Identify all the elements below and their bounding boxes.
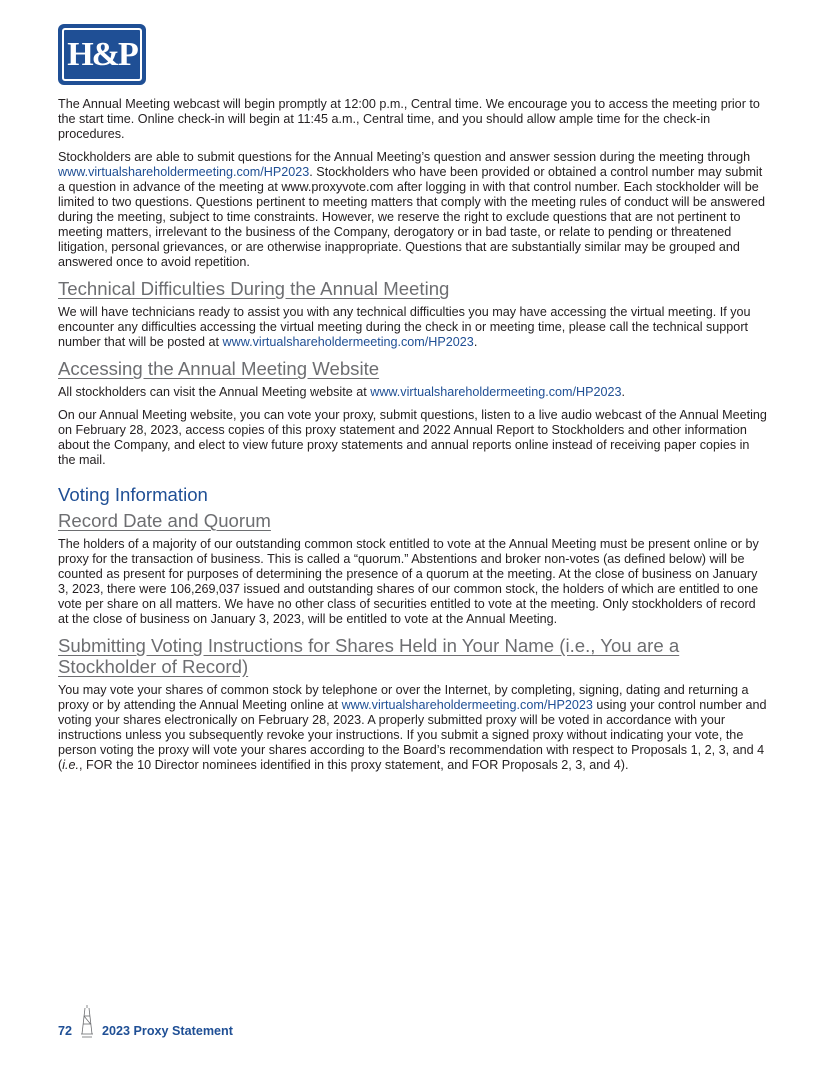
paragraph-quorum: The holders of a majority of our outstanding common stock entitled to vote at the Annual Meeting must be present online or by proxy for the transaction of business. This is called a “quorum.” Abstentions and broker non-votes (as defined below) will be counted as present for purposes of determining the presence of a quorum at the meeting. At the close of business on January 3, 2023, there were 106,269,037 issued and outstanding shares of our common stock, the holders of which are entitled to one vote per share on all matters. We have no other class of securities entitled to vote at the meeting. Only stockholders of record at the close of business on January 3, 2023, will be entitled to vote at the Annual Meeting. bbox=[58, 537, 759, 626]
document-body bbox=[58, 97, 768, 781]
meeting-link[interactable]: www.virtualshareholdermeeting.com/HP2023 bbox=[58, 165, 310, 179]
paragraph-voting-methods: You may vote your shares of common stock by telephone or over the Internet, by completing, signing, dating and returning a proxy or by attending the Annual Meeting online at www.virtualshareholdermeeting.com/HP2023 using your control number and voting your shares electronically on February 28, 2023. A properly submitted proxy will be voted in accordance with your instructions unless you subsequently revoke your instructions. If you submit a signed proxy without indicating your vote, the person voting the proxy will vote your shares according to the Board’s recommendation with respect to Proposals 1, 2, 3, and 4 (i.e., FOR the 10 Director nominees identified in this proxy statement, and FOR Proposals 2, 3, and 4). bbox=[58, 683, 767, 772]
paragraph-technical: We will have technicians ready to assist you with any technical difficulties you may have accessing the virtual meeting. If you encounter any difficulties accessing the virtual meeting during the check in or meeting time, please call the technical support number that will be posted at www.virtualshareholdermeeting.com/HP2023. bbox=[58, 305, 751, 349]
meeting-link[interactable]: www.virtualshareholdermeeting.com/HP2023 bbox=[341, 698, 593, 712]
footer-title: 2023 Proxy Statement bbox=[102, 1024, 233, 1038]
paragraph-visit-website: All stockholders can visit the Annual Meeting website at www.virtualshareholdermeeting.com/HP2023. bbox=[58, 385, 626, 399]
heading-submitting-instructions: Submitting Voting Instructions for Shares Held in Your Name (i.e., You are a Stockholder of Record) bbox=[58, 635, 680, 677]
heading-technical-difficulties: Technical Difficulties During the Annual Meeting bbox=[58, 278, 450, 299]
drilling-rig-icon bbox=[80, 1004, 94, 1038]
paragraph-questions: Stockholders are able to submit questions for the Annual Meeting’s question and answer session during the meeting through www.virtualshareholdermeeting.com/HP2023. Stockholders who have been provided or obtained a control number may submit a question in advance of the meeting at www.proxyvote.com after logging in with that control number. Each stockholder will be limited to two questions. Questions pertinent to meeting matters that comply with the meeting rules of conduct will be answered during the meeting, subject to time constraints. However, we reserve the right to exclude questions that are not pertinent to meeting matters, irrelevant to the business of the Company, derogatory or in bad taste, or relate to pending or threatened litigation, personal grievances, or are otherwise inappropriate. Questions that are substantially similar may be grouped and answered once to avoid repetition. bbox=[58, 150, 766, 269]
paragraph-website-features: On our Annual Meeting website, you can vote your proxy, submit questions, listen to a live audio webcast of the Annual Meeting on February 28, 2023, access copies of this proxy statement and 2022 Annual Report to Stockholders and other information about the Company, and elect to view future proxy statements and annual reports online instead of receiving paper copies in the mail. bbox=[58, 408, 767, 467]
meeting-link[interactable]: www.virtualshareholdermeeting.com/HP2023 bbox=[222, 335, 474, 349]
company-logo bbox=[58, 24, 146, 85]
heading-accessing-website: Accessing the Annual Meeting Website bbox=[58, 358, 380, 379]
page-number: 72 bbox=[58, 1024, 73, 1038]
logo-text: H&P bbox=[67, 35, 137, 73]
heading-voting-information: Voting Information bbox=[58, 484, 208, 505]
meeting-link[interactable]: www.virtualshareholdermeeting.com/HP2023 bbox=[370, 385, 622, 399]
page-footer bbox=[58, 1002, 233, 1038]
paragraph-webcast: The Annual Meeting webcast will begin promptly at 12:00 p.m., Central time. We encourage you to access the meeting prior to the start time. Online check-in will begin at 11:45 a.m., Central time, and you should allow ample time for the check-in procedures. bbox=[58, 97, 760, 141]
heading-record-date: Record Date and Quorum bbox=[58, 510, 271, 531]
